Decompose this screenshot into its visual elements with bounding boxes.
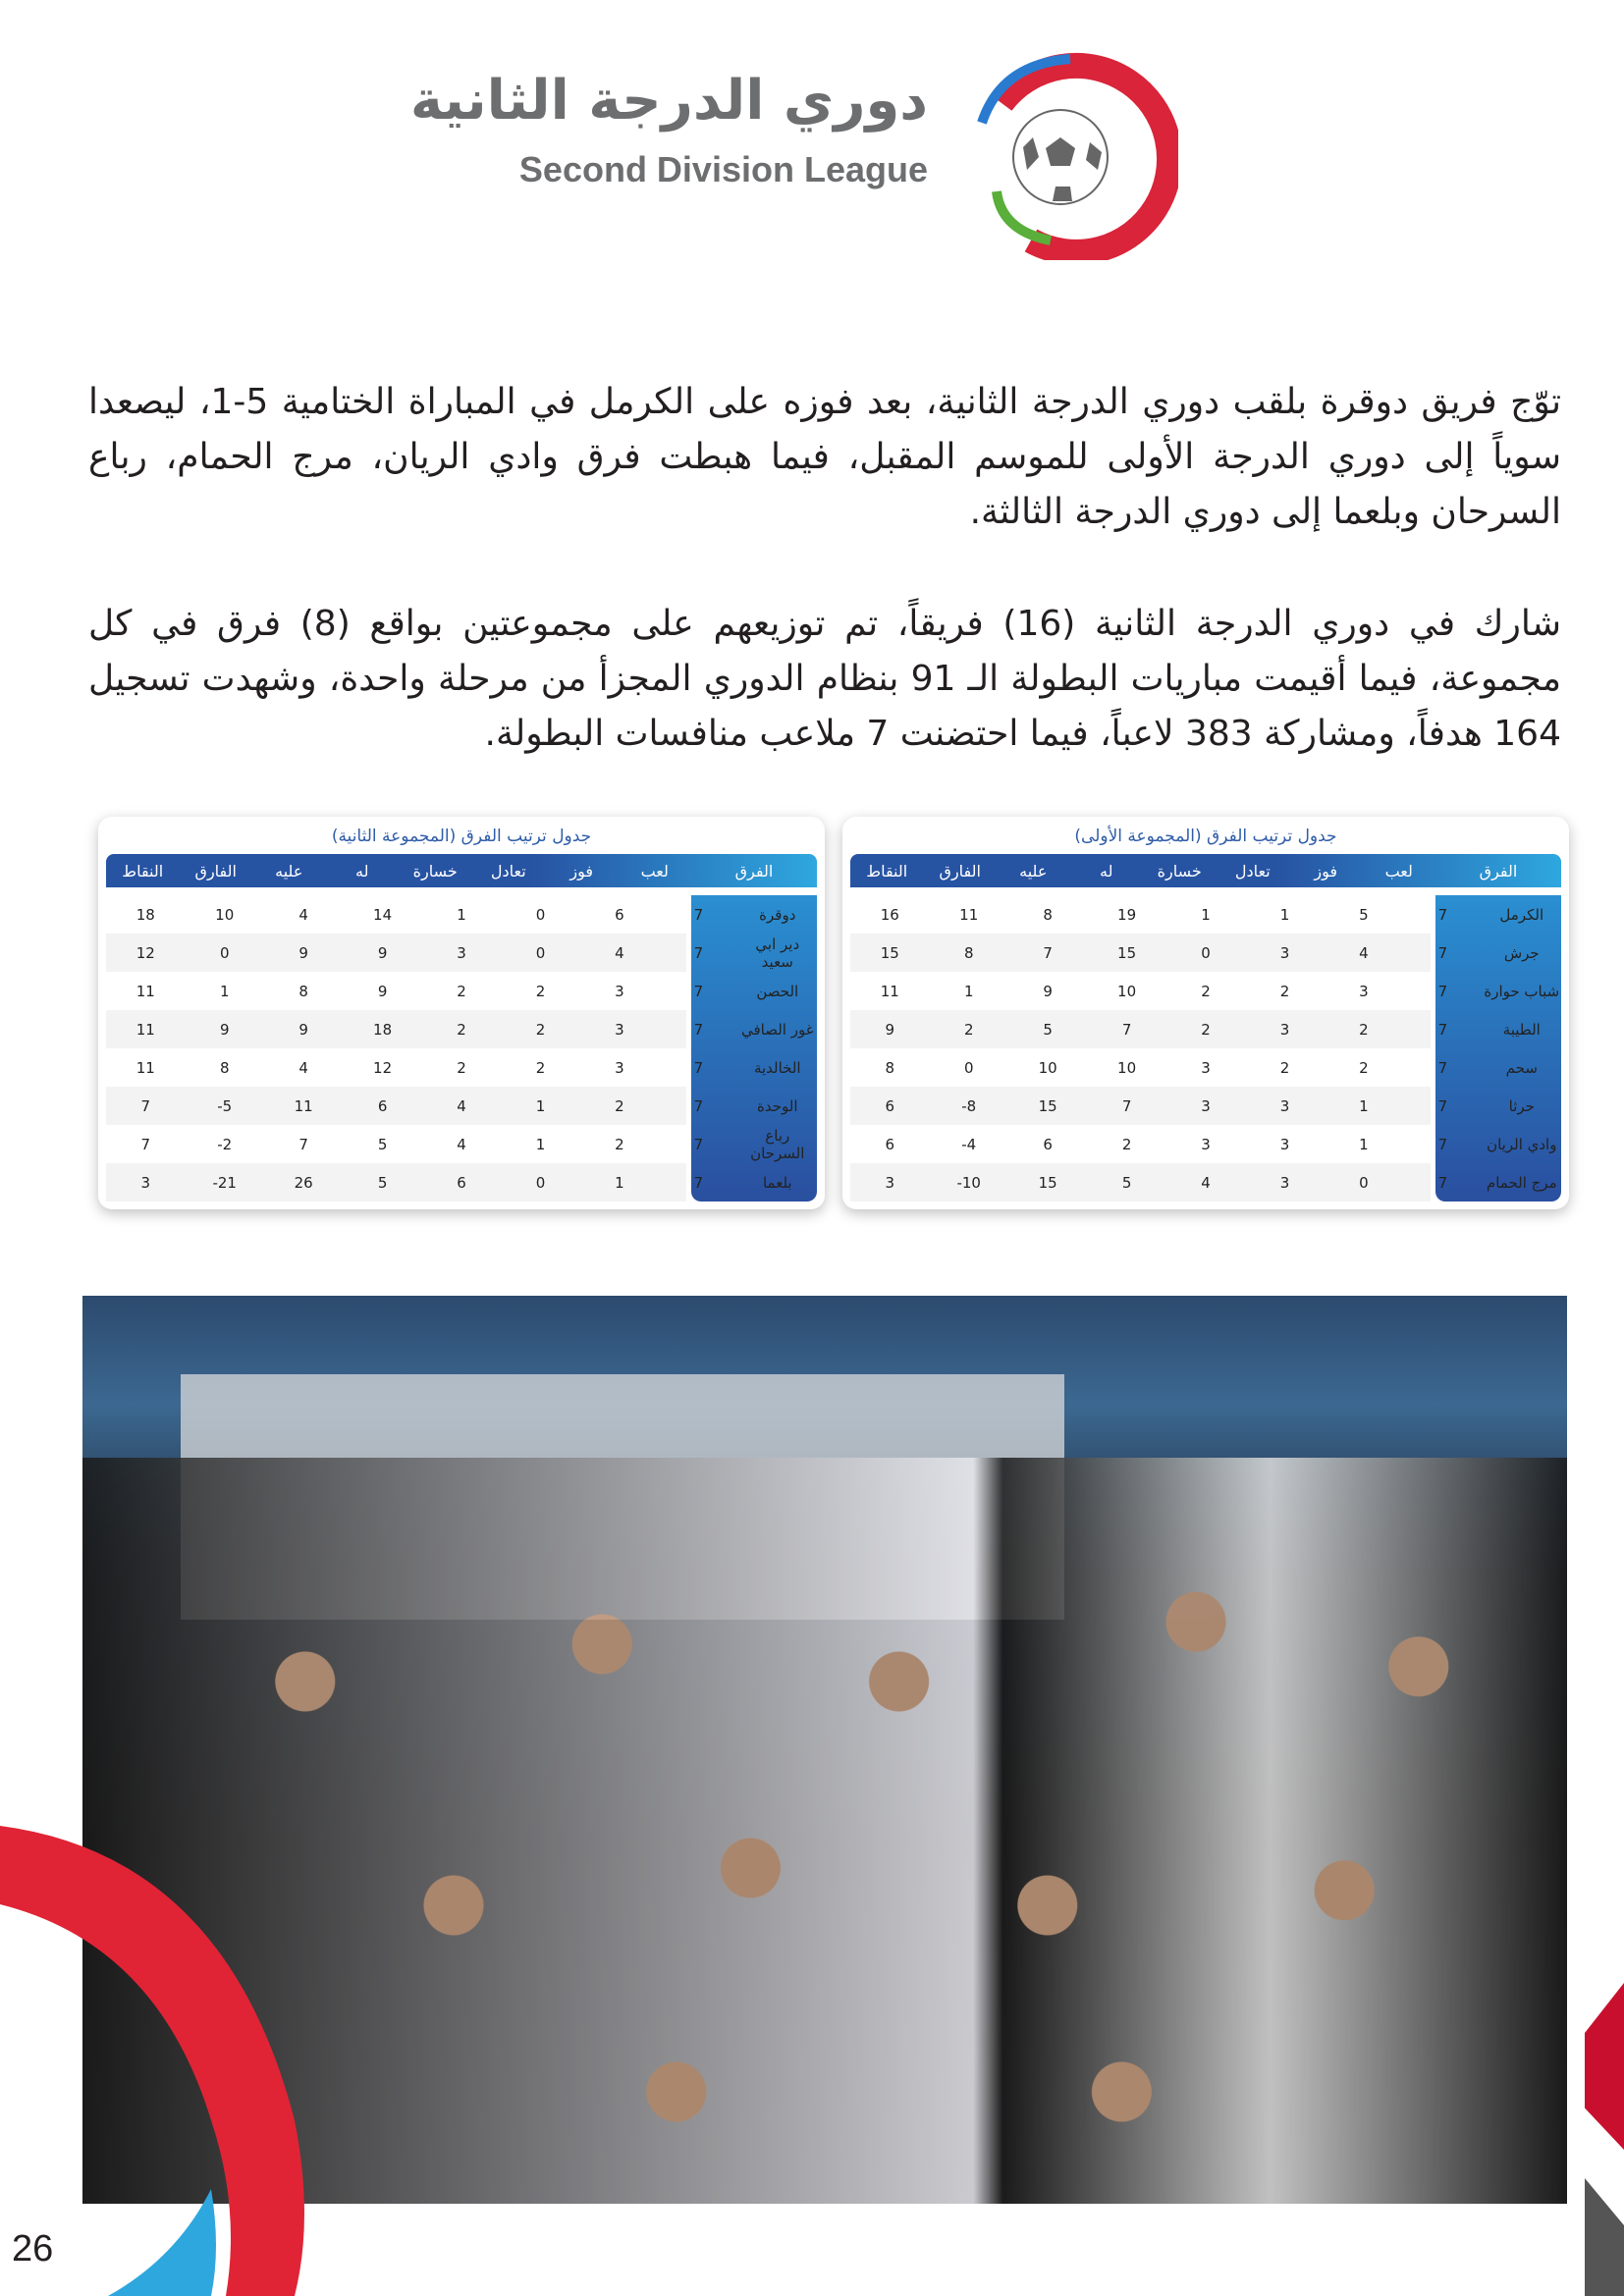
- stat-cell: 21-: [212, 1173, 237, 1192]
- stat-cell: 8: [219, 1058, 230, 1077]
- stat-cell: 11: [294, 1096, 313, 1115]
- stat-cell: 16: [880, 905, 899, 924]
- stat-cell: 2: [615, 1096, 624, 1115]
- column-header: تعادل: [490, 861, 526, 881]
- stat-cell: 11: [880, 982, 899, 1000]
- stat-cell: 7: [1437, 982, 1448, 1000]
- stat-cell: 5: [1043, 1020, 1053, 1039]
- team-name: الوحدة: [757, 1096, 798, 1115]
- stat-cell: 15: [880, 943, 899, 962]
- stat-cell: 2-: [217, 1135, 233, 1153]
- stat-cell: 7: [1437, 905, 1448, 924]
- stat-cell: 1: [1201, 905, 1211, 924]
- stat-cell: 3: [140, 1173, 151, 1192]
- stat-cell: 1: [219, 982, 230, 1000]
- stat-cell: 5: [377, 1135, 388, 1153]
- stat-cell: 2: [1201, 982, 1211, 1000]
- stat-cell: 0: [535, 1173, 546, 1192]
- stat-cell: 1: [1359, 1096, 1369, 1115]
- stat-cell: 9: [377, 982, 388, 1000]
- stat-cell: 7: [693, 1020, 704, 1039]
- stat-cell: 6: [1043, 1135, 1053, 1153]
- team-name: جرش: [1503, 943, 1540, 962]
- table-row: [850, 972, 1561, 1010]
- stat-cell: 2: [535, 1020, 546, 1039]
- stat-cell: 3: [1201, 1058, 1211, 1077]
- table-row: [106, 972, 817, 1010]
- stat-cell: 11: [135, 1020, 155, 1039]
- stat-cell: 9: [298, 943, 308, 962]
- stat-cell: 3: [457, 943, 466, 962]
- stats-paragraph: شارك في دوري الدرجة الثانية (16) فريقاً، تم توزيعهم على مجموعتين بواقع (8) فرق في كل مجموعة، فيما أقيمت مباريات البطولة الـ 91 بنظام الدوري المجزأ من مرحلة واحدة، وشهدت تسجيل 164 هدفاً، ومشاركة 383 لاعباً، فيما احتضنت 7 ملاعب منافسات البطولة.: [88, 604, 1561, 754]
- stat-cell: 11: [959, 905, 979, 924]
- team-name: رباع السرحان: [750, 1126, 805, 1162]
- table-row: [106, 1048, 817, 1087]
- stat-cell: 2: [1121, 1135, 1132, 1153]
- stat-cell: 11: [135, 1058, 155, 1077]
- stat-cell: 5: [1121, 1173, 1132, 1192]
- stat-cell: 8: [885, 1058, 895, 1077]
- intro-paragraph: توّج فريق دوقرة بلقب دوري الدرجة الثانية، بعد فوزه على الكرمل في المباراة الختامية 5-1، ليصعدا سوياً إلى دوري الدرجة الأولى للموسم المقبل، فيما هبطت فرق وادي الريان، مرج الحمام، رباع السرحان وبلعما إلى دوري الدرجة الثالثة.: [88, 382, 1561, 532]
- stat-cell: 4-: [961, 1135, 977, 1153]
- stat-cell: 9: [885, 1020, 895, 1039]
- column-header: فوز: [1314, 861, 1338, 881]
- column-header: الفرق: [1479, 861, 1518, 881]
- football-logo-icon: [962, 44, 1178, 260]
- stat-cell: 7: [693, 905, 704, 924]
- logo-title-english: Second Division League: [518, 149, 928, 189]
- stat-cell: 4: [615, 943, 624, 962]
- stat-cell: 8: [298, 982, 308, 1000]
- stat-cell: 1: [457, 905, 466, 924]
- stat-cell: 12: [373, 1058, 393, 1077]
- column-header: لعب: [1384, 861, 1413, 881]
- team-name: الطيبة: [1502, 1020, 1541, 1039]
- stat-cell: 7: [693, 1173, 704, 1192]
- team-name: شباب حوارة: [1484, 982, 1560, 1000]
- stat-cell: 5: [1359, 905, 1369, 924]
- stat-cell: 18: [135, 905, 155, 924]
- table-header: [106, 854, 817, 887]
- stat-cell: 0: [535, 943, 546, 962]
- stat-cell: 3: [615, 982, 624, 1000]
- table-row: [106, 934, 817, 972]
- logo-title-arabic: دوري الدرجة الثانية: [409, 69, 928, 133]
- team-name: غور الصافي: [740, 1020, 814, 1039]
- stat-cell: 4: [1201, 1173, 1211, 1192]
- table-row: [850, 1087, 1561, 1125]
- table-row: [850, 895, 1561, 934]
- stat-cell: 7: [140, 1135, 151, 1153]
- stat-cell: 9: [1043, 982, 1053, 1000]
- stat-cell: 1: [535, 1096, 546, 1115]
- stat-cell: 3: [1279, 943, 1290, 962]
- stat-cell: 2: [1279, 982, 1290, 1000]
- stat-cell: 15: [1038, 1096, 1057, 1115]
- stat-cell: 7: [140, 1096, 151, 1115]
- column-header: الفرق: [734, 861, 774, 881]
- stat-cell: 15: [1038, 1173, 1057, 1192]
- stat-cell: 18: [373, 1020, 393, 1039]
- stat-cell: 7: [1437, 1135, 1448, 1153]
- standings-table-group-1: [842, 817, 1569, 1209]
- stat-cell: 6: [885, 1135, 895, 1153]
- table-row: [850, 934, 1561, 972]
- column-header: له: [1100, 861, 1113, 881]
- team-name: حرثا: [1508, 1096, 1535, 1115]
- stat-cell: 1: [1279, 905, 1290, 924]
- table-title: جدول ترتيب الفرق (المجموعة الثانية): [331, 827, 592, 846]
- table-row: [850, 1048, 1561, 1087]
- stat-cell: 19: [1117, 905, 1137, 924]
- stat-cell: 8-: [961, 1096, 977, 1115]
- stat-cell: 6: [885, 1096, 895, 1115]
- table-row: [106, 1087, 817, 1125]
- stat-cell: 7: [693, 1096, 704, 1115]
- stat-cell: 7: [693, 982, 704, 1000]
- stat-cell: 7: [693, 1058, 704, 1077]
- stat-cell: 0: [963, 1058, 974, 1077]
- stat-cell: 3: [1201, 1096, 1211, 1115]
- stat-cell: 1: [1359, 1135, 1369, 1153]
- stat-cell: 3: [615, 1020, 624, 1039]
- team-name: سحم: [1505, 1058, 1538, 1077]
- stat-cell: 2: [963, 1020, 974, 1039]
- stat-cell: 5: [377, 1173, 388, 1192]
- stat-cell: 8: [963, 943, 974, 962]
- team-name: مرج الحمام: [1486, 1173, 1557, 1192]
- stat-cell: 6: [615, 905, 624, 924]
- page-number: 26: [12, 2228, 54, 2269]
- table-row: [850, 1010, 1561, 1048]
- stat-cell: 9: [219, 1020, 230, 1039]
- column-header: الفارق: [939, 861, 981, 881]
- stat-cell: 7: [1043, 943, 1053, 962]
- stat-cell: 0: [1201, 943, 1211, 962]
- stat-cell: 4: [1359, 943, 1369, 962]
- stat-cell: 1: [615, 1173, 624, 1192]
- column-header: تعادل: [1234, 861, 1271, 881]
- column-header: عليه: [1019, 861, 1048, 881]
- team-name: وادي الريان: [1487, 1135, 1557, 1153]
- stat-cell: 10: [1038, 1058, 1057, 1077]
- table-row: [850, 1125, 1561, 1163]
- stat-cell: 12: [135, 943, 155, 962]
- column-header: خسارة: [412, 861, 458, 881]
- stat-cell: 7: [693, 1135, 704, 1153]
- stat-cell: 0: [219, 943, 230, 962]
- stat-cell: 1: [963, 982, 974, 1000]
- stat-cell: 2: [1279, 1058, 1290, 1077]
- stat-cell: 10: [1117, 982, 1137, 1000]
- stat-cell: 15: [1117, 943, 1137, 962]
- stat-cell: 9: [377, 943, 388, 962]
- column-header: له: [355, 861, 369, 881]
- table-row: [106, 1125, 817, 1163]
- decorative-edge-red: [1585, 1983, 1624, 2150]
- stat-cell: 3: [1359, 982, 1369, 1000]
- column-header: فوز: [569, 861, 594, 881]
- stat-cell: 8: [1043, 905, 1053, 924]
- stat-cell: 26: [294, 1173, 313, 1192]
- stat-cell: 7: [298, 1135, 308, 1153]
- stat-cell: 2: [615, 1135, 624, 1153]
- table-row: [106, 895, 817, 934]
- column-header: النقاط: [866, 861, 908, 881]
- stat-cell: 14: [373, 905, 393, 924]
- league-logo: [409, 39, 1188, 265]
- stat-cell: 7: [693, 943, 704, 962]
- stat-cell: 2: [1359, 1020, 1369, 1039]
- stat-cell: 7: [1437, 1058, 1448, 1077]
- stat-cell: 3: [1279, 1173, 1290, 1192]
- column-header: النقاط: [122, 861, 164, 881]
- stat-cell: 5-: [217, 1096, 233, 1115]
- stat-cell: 7: [1437, 943, 1448, 962]
- column-header: خسارة: [1157, 861, 1202, 881]
- stat-cell: 3: [885, 1173, 895, 1192]
- stat-cell: 10-: [956, 1173, 981, 1192]
- stat-cell: 2: [1359, 1058, 1369, 1077]
- stat-cell: 2: [457, 1058, 466, 1077]
- stat-cell: 9: [298, 1020, 308, 1039]
- stat-cell: 2: [535, 982, 546, 1000]
- stat-cell: 2: [1201, 1020, 1211, 1039]
- table-row: [850, 1163, 1561, 1201]
- stat-cell: 10: [1117, 1058, 1137, 1077]
- stat-cell: 4: [457, 1096, 466, 1115]
- stat-cell: 6: [457, 1173, 466, 1192]
- stat-cell: 7: [1437, 1096, 1448, 1115]
- stat-cell: 3: [1201, 1135, 1211, 1153]
- stat-cell: 4: [298, 1058, 308, 1077]
- column-header: الفارق: [194, 861, 237, 881]
- stat-cell: 7: [1437, 1020, 1448, 1039]
- stat-cell: 4: [298, 905, 308, 924]
- stat-cell: 6: [377, 1096, 388, 1115]
- stat-cell: 0: [1359, 1173, 1369, 1192]
- stat-cell: 10: [215, 905, 235, 924]
- stat-cell: 7: [1121, 1096, 1132, 1115]
- stat-cell: 2: [535, 1058, 546, 1077]
- team-name: دير ابي سعيد: [755, 934, 800, 971]
- stat-cell: 3: [1279, 1135, 1290, 1153]
- team-name: الحصن: [756, 982, 799, 1000]
- team-name: الخالدية: [753, 1058, 801, 1077]
- stat-cell: 3: [1279, 1020, 1290, 1039]
- column-header: عليه: [275, 861, 303, 881]
- stat-cell: 3: [615, 1058, 624, 1077]
- standings-table-group-2: [98, 817, 825, 1209]
- stat-cell: 1: [535, 1135, 546, 1153]
- table-row: [106, 1010, 817, 1048]
- decorative-swoosh: [0, 1796, 314, 2296]
- stat-cell: 7: [1437, 1173, 1448, 1192]
- stat-cell: 11: [135, 982, 155, 1000]
- stat-cell: 0: [535, 905, 546, 924]
- stat-cell: 7: [1121, 1020, 1132, 1039]
- decorative-edge-gray: [1585, 2178, 1624, 2296]
- team-name: دوقرة: [759, 905, 796, 924]
- team-name: الكرمل: [1499, 905, 1544, 924]
- table-title: جدول ترتيب الفرق (المجموعة الأولى): [1074, 827, 1337, 846]
- stat-cell: 2: [457, 1020, 466, 1039]
- table-row: [106, 1163, 817, 1201]
- table-header: [850, 854, 1561, 887]
- column-header: لعب: [640, 861, 669, 881]
- team-name: بلعما: [762, 1173, 792, 1192]
- stat-cell: 4: [457, 1135, 466, 1153]
- stat-cell: 3: [1279, 1096, 1290, 1115]
- stat-cell: 2: [457, 982, 466, 1000]
